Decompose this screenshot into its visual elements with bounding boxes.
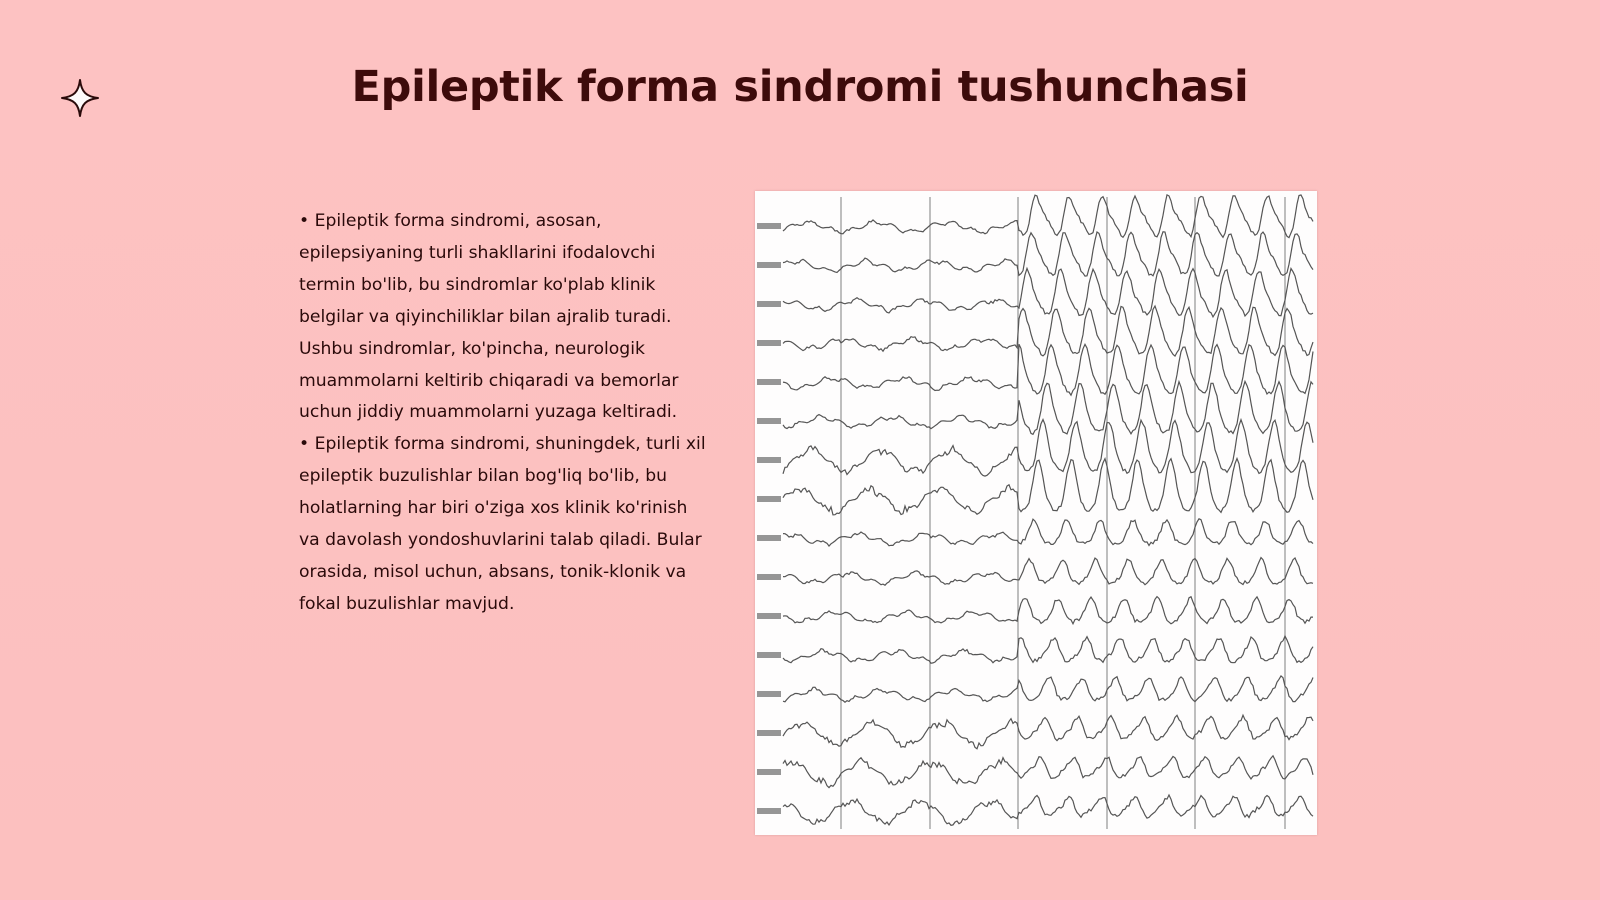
channel-label-mark	[757, 418, 781, 424]
eeg-waveform-graphic	[755, 191, 1317, 835]
eeg-trace	[783, 519, 1313, 546]
eeg-trace	[783, 459, 1313, 515]
eeg-trace	[783, 756, 1313, 788]
eeg-trace	[783, 344, 1313, 395]
eeg-trace	[783, 636, 1313, 663]
eeg-trace	[783, 195, 1313, 238]
channel-label-mark	[757, 301, 781, 307]
channel-label-mark	[757, 262, 781, 268]
channel-label-mark	[757, 730, 781, 736]
channel-label-mark	[757, 379, 781, 385]
channel-label-mark	[757, 574, 781, 580]
eeg-trace	[783, 381, 1313, 434]
eeg-trace	[783, 558, 1313, 586]
slide-title: Epileptik forma sindromi tushunchasi	[351, 62, 1249, 112]
channel-label-mark	[757, 769, 781, 775]
channel-label-mark	[757, 535, 781, 541]
channel-label-mark	[757, 223, 781, 229]
eeg-trace	[783, 232, 1313, 276]
channel-label-mark	[757, 691, 781, 697]
channel-label-mark	[757, 496, 781, 502]
channel-label-mark	[757, 652, 781, 658]
slide-body	[299, 206, 709, 621]
bullet-paragraph: • Epileptik forma sindromi, asosan, epilepsiyaning turli shakllarini ifodalovchi termin bo'lib, bu sindromlar ko'plab klinik belgilar va qiyinchiliklar bilan ajralib turadi. Ushbu sindromlar, ko'pincha, neurologik muammolarni keltirib chiqaradi va bemorlar uchun jiddiy muammolarni yuzaga keltiradi.	[299, 211, 679, 423]
eeg-trace	[783, 676, 1313, 702]
eeg-trace	[783, 268, 1313, 317]
eeg-trace	[783, 715, 1313, 749]
channel-label-mark	[757, 613, 781, 619]
eeg-trace	[783, 795, 1313, 825]
channel-label-mark	[757, 808, 781, 814]
channel-label-mark	[757, 340, 781, 346]
bullet-paragraph: • Epileptik forma sindromi, shuningdek, turli xil epileptik buzulishlar bilan bog'liq bo'lib, bu holatlarning har biri o'ziga xos klinik ko'rinish va davolash yondoshuvlarini talab qiladi. Bular orasida, misol uchun, absans, tonik-klonik va fokal buzulishlar mavjud.	[299, 434, 706, 614]
eeg-trace	[783, 597, 1313, 624]
channel-label-mark	[757, 457, 781, 463]
eeg-recording-image	[755, 191, 1317, 835]
